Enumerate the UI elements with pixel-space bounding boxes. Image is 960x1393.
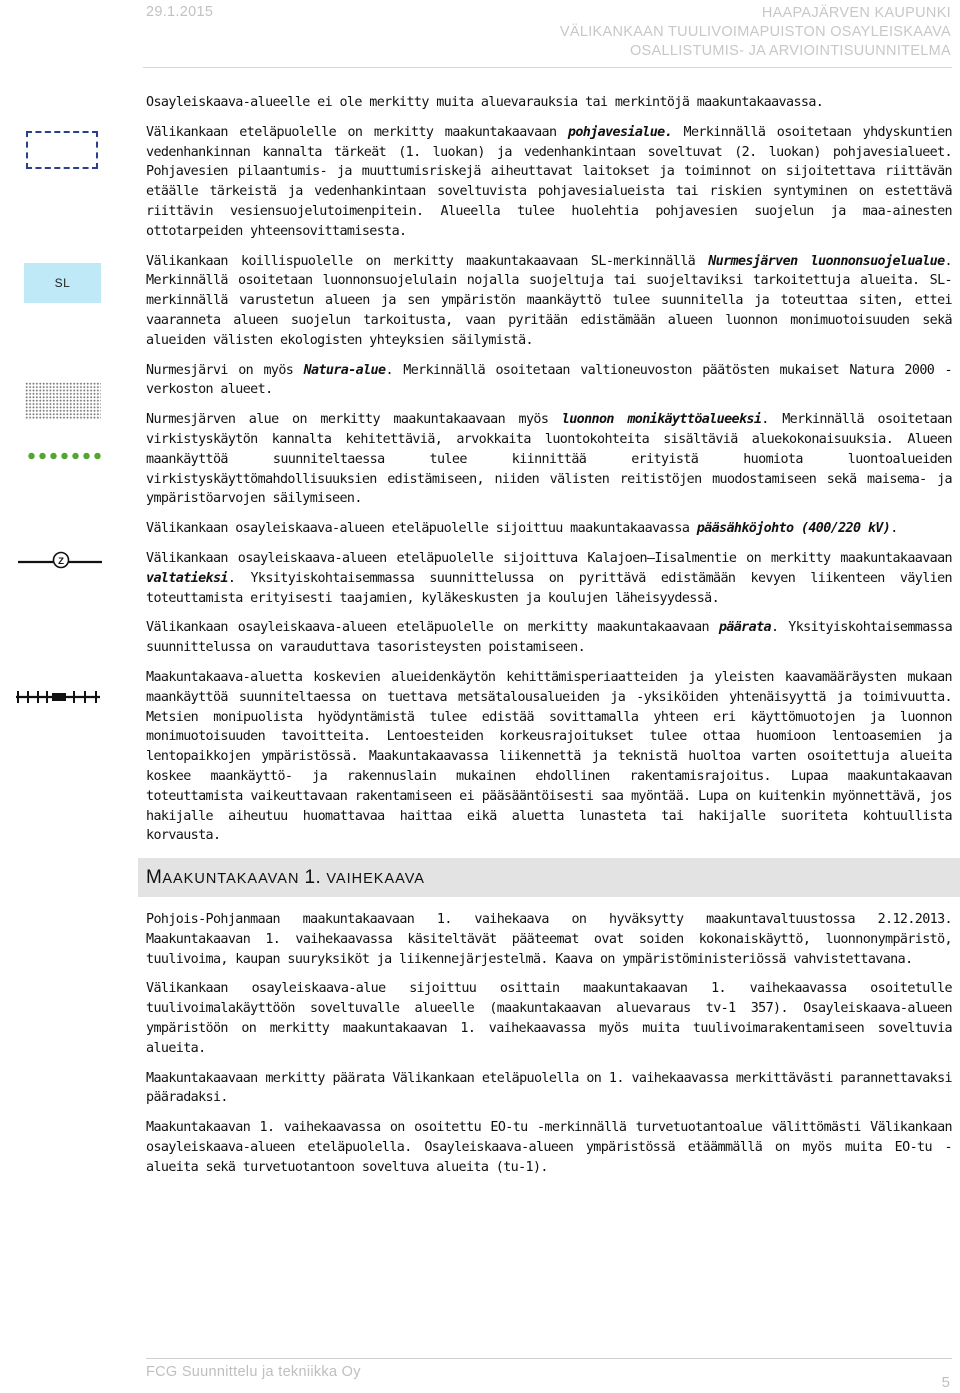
text-span: .: [890, 521, 898, 537]
paragraph-phase1-approval: Pohjois-Pohjanmaan maakuntakaavaan 1. vaihekaava on hyväksytty maakuntavaltuustossa 2.12.2013. Maakuntakaavan 1. vaihekaavassa käsiteltävät pääteemat ovat soiden kokonaiskäyttö, luonnonympäristö, tuulivoima, kaupan suuryksiköt ja liikennejärjestelmä. Kaava on ympäristöministeriössä vahvistettavana.: [146, 912, 952, 967]
paragraph-highway: [146, 549, 952, 608]
text-span: Nurmesjärvi on myös: [146, 362, 304, 378]
text-span: Välikankaan osayleiskaava-alueen eteläpuolelle sijoittuva Kalajoen–Iisalmentie on merkitty maakuntakaavaan: [146, 550, 952, 566]
power-line-symbol-label: Z: [58, 556, 64, 567]
term-power-line: pääsähköjohto (400/220 kV): [696, 521, 891, 537]
footer-divider: [146, 1358, 952, 1359]
groundwater-area-symbol: [26, 131, 98, 169]
paragraph-multiuse-area: [146, 410, 952, 509]
paragraph-railway-upgrade: Maakuntakaavaan merkitty päärata Välikankaan eteläpuolella on 1. vaihekaavassa merkittävästi parannettavaksi pääradaksi.: [146, 1070, 952, 1106]
paragraph-railway: [146, 618, 952, 658]
paragraph-peat-production: Maakuntakaavan 1. vaihekaavassa on osoitettu EO-tu -merkinnällä turvetuotantoalue välittömästi Välikankaan osayleiskaava-alueen eteläpuolella. Osayleiskaava-alueen ympäristössä etäämmällä on myös muita EO-tu -alueita sekä turvetuotantoon soveltuva alueita (tu-1).: [146, 1120, 952, 1175]
section-heading-phase1: [138, 858, 960, 897]
power-line-symbol: [18, 548, 102, 576]
paragraph-nature-reserve: [146, 252, 952, 351]
paragraph-general-regulations: Maakuntakaava-aluetta koskevien alueidenkäytön kehittämisperiaatteiden ja yleisten kaavamääräysten mukaan maankäyttöä suunniteltaessa on tuettava metsätalousalueiden ja -yksiköiden yhtenäisyyttä ja toimivuutta. Metsien monipuolista hyödyntämistä tulee edistää sovittamalla yhteen eri käyttömuotojen ja luonnon monimuotoisuuden tavoitteita. Lentoesteiden korkeusrajoitukset tulee ottaa huomioon lentoasemien ja lentopaikkojen ympäristössä. Maakuntakaavassa liikennettä ja teknistä huoltoa varten osoitettuja alueita koskee maankäyttö- ja rakennuslain mukainen ehdollinen rakentamisrajoitus. Lupaa maakuntakaavan toteuttamista vaikeuttavaan rakentamiseen ei pääsääntöisesti saa myöntää. Lupa on kuitenkin myönnettävä, jos hakijalle aiheutuu huomattavaa haittaa eikä aluetta lunasteta tai hakijalle suoriteta kohtuullista korvausta.: [146, 669, 952, 844]
text-span: . Merkinnällä osoitetaan virkistyskäytön kannalta kehitettäviä, arvokkaita luontokohteita sisältäviä aluekokonaisuuksia. Alueen maankäyttöä suunniteltaessa tulee kiinnittää erityistä huomiota luontoalueiden virkistyskäyttömahdollisuuksien edistämiseen, niiden välisten reitistöjen muodostamiseen sekä maisema- ja ympäristöarvojen säilymiseen.: [146, 412, 952, 507]
header-plan-name: VÄLIKANKAAN TUULIVOIMAPUISTON OSAYLEISKAAVA: [559, 24, 951, 40]
natura-area-dot-pattern-symbol: [25, 382, 101, 420]
header-municipality: HAAPAJÄRVEN KAUPUNKI: [761, 5, 951, 21]
term-main-railway: päärata: [718, 620, 771, 636]
paragraph-groundwater: [146, 123, 952, 242]
heading-text-tail: VAIHEKAAVA: [321, 871, 425, 888]
railway-symbol: [16, 690, 100, 704]
text-span: Merkinnällä osoitetaan yhdyskuntien vedenhankinnan kannalta tärkeät (1. luokan) ja vedenhankintaan soveltuvat (2. luokan) pohjavesialueet. Pohjavesien pilaantumis- ja muuttumisriskejä aiheuttavat laitokset ja toiminnot on sijoitettava riittävän etäälle tärkeistä ja vedenhankintaan soveltuvista pohjavesialueista tai riskien syntyminen on estettävä riittävin vesiensuojelutoimenpitein. Alueella tulee huolehtia pohjavesien suojelun ja maa-ainesten ottotarpeiden yhteensovittamisesta.: [146, 124, 952, 239]
header-date: 29.1.2015: [146, 4, 214, 20]
paragraph-power-line: [146, 519, 952, 539]
text-span: Välikankaan osayleiskaava-alueen eteläpuolelle on merkitty maakuntakaavaan: [146, 620, 719, 636]
text-span: . Yksityiskohtaisemmassa suunnittelussa on varauduttava tasoristeysten poistamiseen.: [146, 620, 953, 656]
text-span: Nurmesjärven alue on merkitty maakuntakaavaan myös: [146, 412, 562, 428]
text-span: Välikankaan eteläpuolelle on merkitty maakuntakaavaan: [146, 124, 568, 140]
term-groundwater-area: pohjavesialue.: [567, 124, 673, 140]
header-title-block: [560, 4, 951, 61]
header-divider: [143, 67, 952, 68]
paragraph-no-other-markings: Osayleiskaava-alueelle ei ole merkitty muita aluevarauksia tai merkintöjä maakuntakaavassa.: [146, 95, 824, 110]
heading-initial: M: [146, 867, 163, 889]
header-document-type: OSALLISTUMIS- JA ARVIOINTISUUNNITELMA: [629, 43, 951, 59]
heading-number: 1.: [304, 867, 322, 889]
text-span: . Merkinnällä osoitetaan luonnonsuojelulain nojalla suojeltuja tai suojeltaviksi tarkoitettuja alueita. SL-merkinnällä varustetun alueen ja sen ympäristön maankäyttö tulee suunnitella ja toteuttaa siten, ettei vaaranneta alueen suojelun tarkoitusta, vaan pyritään edistämään alueen luonnon monimuotoisuuden sekä alueiden välisten ekologisten yhteyksien säilymistä.: [146, 253, 952, 348]
text-span: Välikankaan osayleiskaava-alueen eteläpuolelle sijoittuu maakuntakaavassa: [146, 521, 697, 537]
term-natura-area: Natura-alue: [303, 362, 386, 378]
term-nature-reserve: Nurmesjärven luonnonsuojelualue: [708, 253, 945, 269]
nature-reserve-sl-symbol: SL: [24, 263, 101, 303]
heading-text: AAKUNTAKAAVAN: [162, 871, 305, 888]
paragraph-wind-power-area: Välikankaan osayleiskaava-alue sijoittuu osittain maakuntakaavan 1. vaihekaavassa osoitetulle tuulivoimalakäyttöön soveltuvalle alueelle (maakuntakaavan aluevaraus tv-1 357). Osayleiskaava-alueen ympäristöön on merkitty maakuntakaavan 1. vaihekaavassa myös muita tuulivoimarakentamiseen soveltuvia alueita.: [146, 981, 952, 1056]
term-highway: valtatieksi: [146, 570, 228, 586]
text-span: Välikankaan koillispuolelle on merkitty maakuntakaavaan SL-merkinnällä: [146, 253, 709, 269]
term-multiuse-area: luonnon monikäyttöalueeksi: [561, 412, 762, 428]
footer-company: FCG Suunnittelu ja tekniikka Oy: [146, 1364, 361, 1380]
text-span: . Yksityiskohtaisemmassa suunnittelussa on pyrittävä edistämään kevyen liikenteen väylien toteuttamista erityisesti taajamien, kyläkeskusten ja koulujen läheisyydessä.: [146, 570, 952, 606]
page-number: 5: [941, 1374, 950, 1391]
text-span: . Merkinnällä osoitetaan valtioneuvoston päätösten mukaiset Natura 2000 -verkoston alueet.: [146, 362, 952, 398]
paragraph-natura: [146, 361, 952, 401]
document-body: [146, 93, 952, 1188]
nature-multiuse-green-dots-symbol: [26, 451, 104, 461]
